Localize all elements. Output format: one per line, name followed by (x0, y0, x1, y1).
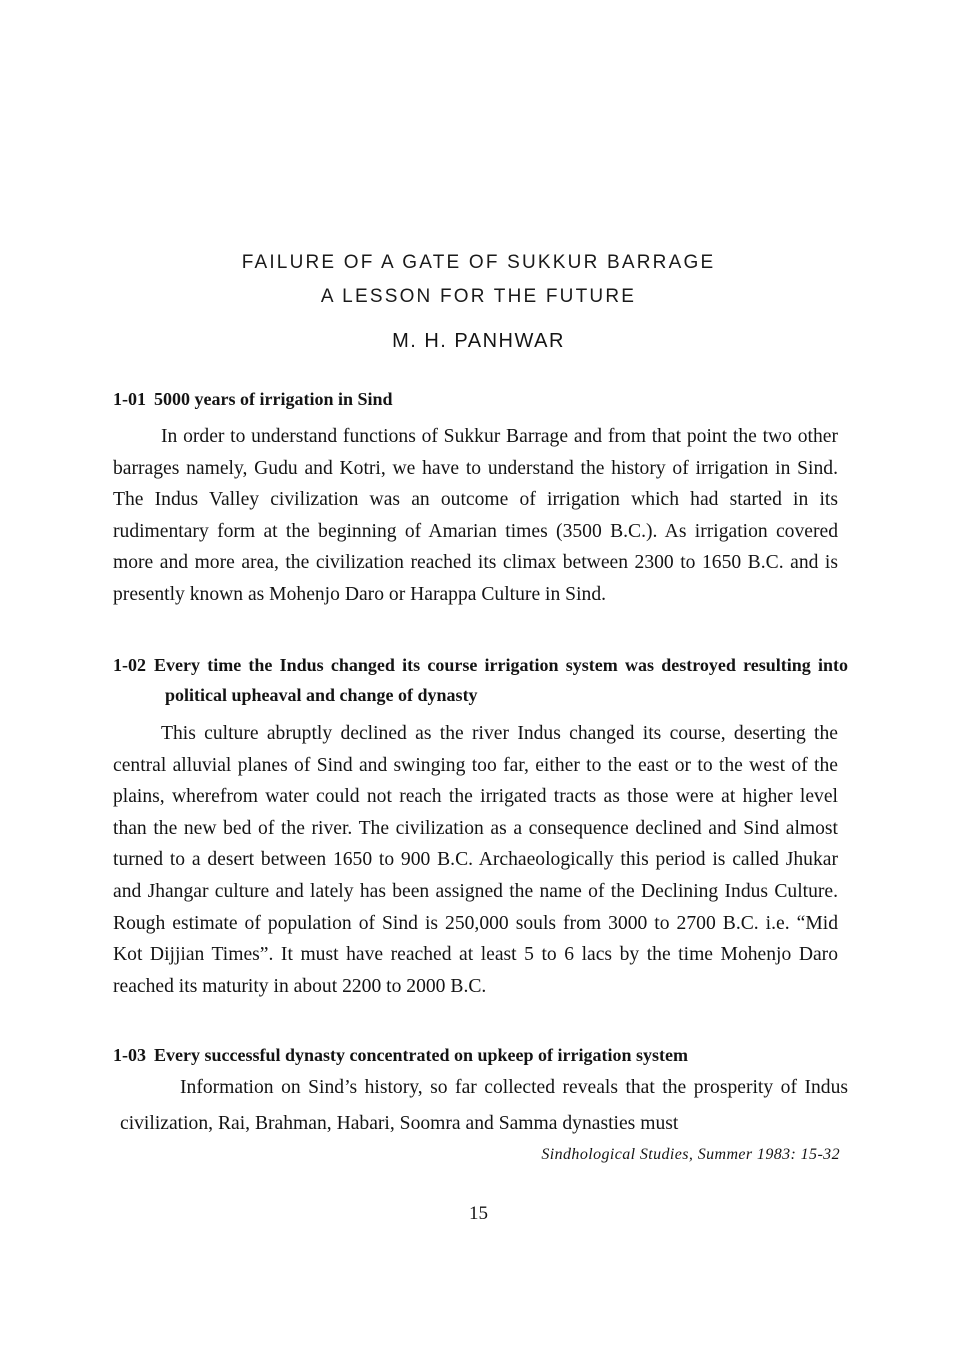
section-number: 1-02 (113, 655, 146, 675)
page-number: 15 (469, 1203, 488, 1224)
journal-citation: Sindhological Studies, Summer 1983: 15-32 (541, 1146, 840, 1163)
article-title-line-2: A LESSON FOR THE FUTURE (320, 286, 637, 307)
section-heading-text: 5000 years of irrigation in Sind (154, 389, 393, 409)
section-body-1-01: In order to understand functions of Sukkur Barrage and from that point the two other barrages namely, Gudu and Kotri, we have to understand the history of irrigation in Sind. The Indus Valley civilization was an outcome of irrigation which had started in its rudimentary form at the beginning of Amarian times (3500 B.C.). As irrigation covered more and more area, the civilization reached its climax between 2300 to 1650 B.C. and is presently known as Mohenjo Daro or Harappa Culture in Sind. (113, 426, 838, 605)
article-author: M. H. PANHWAR (392, 330, 565, 352)
section-number: 1-01 (113, 389, 146, 409)
article-title-line-1: FAILURE OF A GATE OF SUKKUR BARRAGE (241, 252, 716, 273)
section-heading-text: Every successful dynasty concentrated on upkeep of irrigation system (154, 1045, 688, 1065)
section-body-1-03: Information on Sind’s history, so far collected reveals that the prosperity of Indus civilization, Rai, Brahman, Habari, Soomra and Samma dynasties must (120, 1077, 848, 1134)
section-body-1-02: This culture abruptly declined as the river Indus changed its course, deserting the central alluvial planes of Sind and swinging too far, either to the east or to the west of the plains, wherefrom water could not reach the irrigated tracts as those were at higher level than the new bed of the river. The civilization as a consequence declined and Sind almost turned to a desert between 1650 to 900 B.C. Archaeologically this period is called Jhukar and Jhangar culture and lately has been assigned the name of the Declining Indus Culture. Rough estimate of population of Sind is 250,000 souls from 3000 to 2700 B.C. i.e. “Mid Kot Dijjian Times”. It must have reached at least 5 to 6 lacs by the time Mohenjo Daro reached its maturity in about 2200 to 2000 B.C. (113, 723, 838, 997)
section-number: 1-03 (113, 1045, 146, 1065)
section-heading-text: Every time the Indus changed its course irrigation system was destroyed resulting into political upheaval and change of dynasty (154, 655, 848, 705)
section-heading-1-02 (113, 650, 848, 710)
section-heading-1-03 (113, 1040, 848, 1070)
section-heading-1-01 (113, 384, 848, 414)
